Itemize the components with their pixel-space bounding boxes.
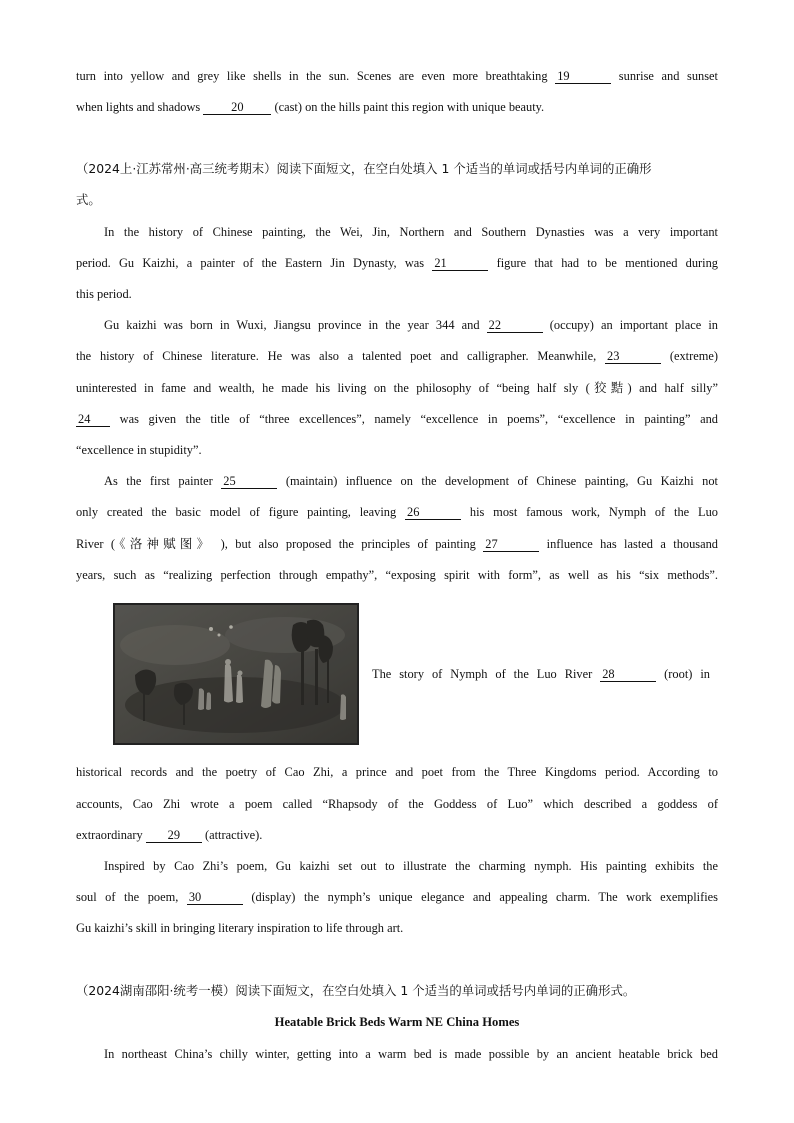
text-span: (display) the nymph’s unique elegance and appealing charm. The work exemplifies	[251, 890, 718, 904]
text-line: In northeast China’s chilly winter, getting into a warm bed is made possible by an ancient heatable brick bed	[104, 1047, 718, 1061]
text-span: figure that had to be mentioned during	[496, 256, 718, 270]
text-line	[76, 411, 718, 427]
text-span: (root) in	[664, 667, 710, 681]
blank-22[interactable]: 22	[487, 319, 543, 333]
text-line	[104, 473, 718, 489]
text-span: (occupy) an important place in	[549, 318, 718, 332]
text-span: (extreme)	[669, 349, 718, 363]
text-span: (maintain) influence on the development of Chinese painting, Gu Kaizhi not	[285, 474, 719, 488]
text-span: was given the title of “three excellences”, namely “excellence in poems”, “excellence in painting” and	[119, 412, 718, 426]
text-span: his most famous work, Nymph of the Luo	[469, 505, 718, 519]
blank-19[interactable]: 19	[555, 70, 611, 84]
text-line	[76, 889, 718, 905]
blank-30[interactable]: 30	[187, 891, 243, 905]
text-span: (cast) on the hills paint this region with unique beauty.	[274, 100, 545, 114]
text-line: In the history of Chinese painting, the Wei, Jin, Northern and Southern Dynasties was a very important	[104, 225, 718, 239]
text-line: uninterested in fame and wealth, he made his living on the philosophy of “being half sly (狡黠) and half silly”	[76, 381, 718, 395]
text-span: As the first painter	[104, 474, 213, 488]
nymph-of-luo-river-painting	[113, 603, 359, 745]
text-line	[76, 99, 718, 115]
blank-29[interactable]: 29	[146, 829, 202, 843]
article-title: Heatable Brick Beds Warm NE China Homes	[274, 1015, 520, 1029]
text-line: Gu kaizhi’s skill in bringing literary inspiration to life through art.	[76, 921, 404, 935]
blank-23[interactable]: 23	[605, 350, 661, 364]
blank-25[interactable]: 25	[221, 475, 277, 489]
blank-21[interactable]: 21	[432, 257, 488, 271]
text-line	[76, 255, 718, 271]
text-line	[76, 504, 718, 520]
blank-27[interactable]: 27	[483, 538, 539, 552]
text-span: soul of the poem,	[76, 890, 179, 904]
text-line: accounts, Cao Zhi wrote a poem called “Rhapsody of the Goddess of Luo” which described a goddess of	[76, 797, 718, 811]
painting-artwork	[115, 605, 357, 743]
text-span: only created the basic model of figure painting, leaving	[76, 505, 397, 519]
text-line	[104, 317, 718, 333]
exercise-header: （2024湖南邵阳·统考一模）阅读下面短文，在空白处填入 1 个适当的单词或括号内单词的正确形式。	[76, 983, 636, 998]
image-side-text	[372, 666, 710, 682]
text-line: historical records and the poetry of Cao Zhi, a prince and poet from the Three Kingdoms period. According to	[76, 765, 718, 779]
text-line: “excellence in stupidity”.	[76, 443, 202, 457]
text-line	[76, 536, 718, 552]
text-line	[76, 348, 718, 364]
text-span: when lights and shadows	[76, 100, 201, 114]
exercise-header-cont: 式。	[76, 192, 101, 207]
text-span: sunrise and sunset	[618, 69, 718, 83]
text-line	[76, 68, 718, 84]
blank-24[interactable]: 24	[76, 413, 110, 427]
text-span: turn into yellow and grey like shells in the sun. Scenes are even more breathtaking	[76, 69, 548, 83]
text-span: extraordinary	[76, 828, 143, 842]
blank-26[interactable]: 26	[405, 506, 461, 520]
text-span: River (《洛神赋图》 ), but also proposed the principles of painting	[76, 537, 476, 551]
blank-20[interactable]: 20	[203, 101, 271, 115]
text-span: influence has lasted a thousand	[546, 537, 718, 551]
text-span: period. Gu Kaizhi, a painter of the Eastern Jin Dynasty, was	[76, 256, 425, 270]
text-line: this period.	[76, 287, 132, 301]
text-span: (attractive).	[204, 828, 263, 842]
blank-28[interactable]: 28	[600, 668, 656, 682]
text-span: Gu kaizhi was born in Wuxi, Jiangsu province in the year 344 and	[104, 318, 480, 332]
exercise-header: （2024上·江苏常州·高三统考期末）阅读下面短文，在空白处填入 1 个适当的单词或括号内单词的正确形	[76, 161, 652, 176]
text-span: The story of Nymph of the Luo River	[372, 667, 593, 681]
text-span: the history of Chinese literature. He was also a talented poet and calligrapher. Meanwhile,	[76, 349, 597, 363]
text-line: years, such as “realizing perfection through empathy”, “exposing spirit with form”, as well as his “six methods”.	[76, 568, 718, 582]
text-line	[76, 827, 718, 843]
text-line: Inspired by Cao Zhi’s poem, Gu kaizhi set out to illustrate the charming nymph. His painting exhibits the	[104, 859, 718, 873]
